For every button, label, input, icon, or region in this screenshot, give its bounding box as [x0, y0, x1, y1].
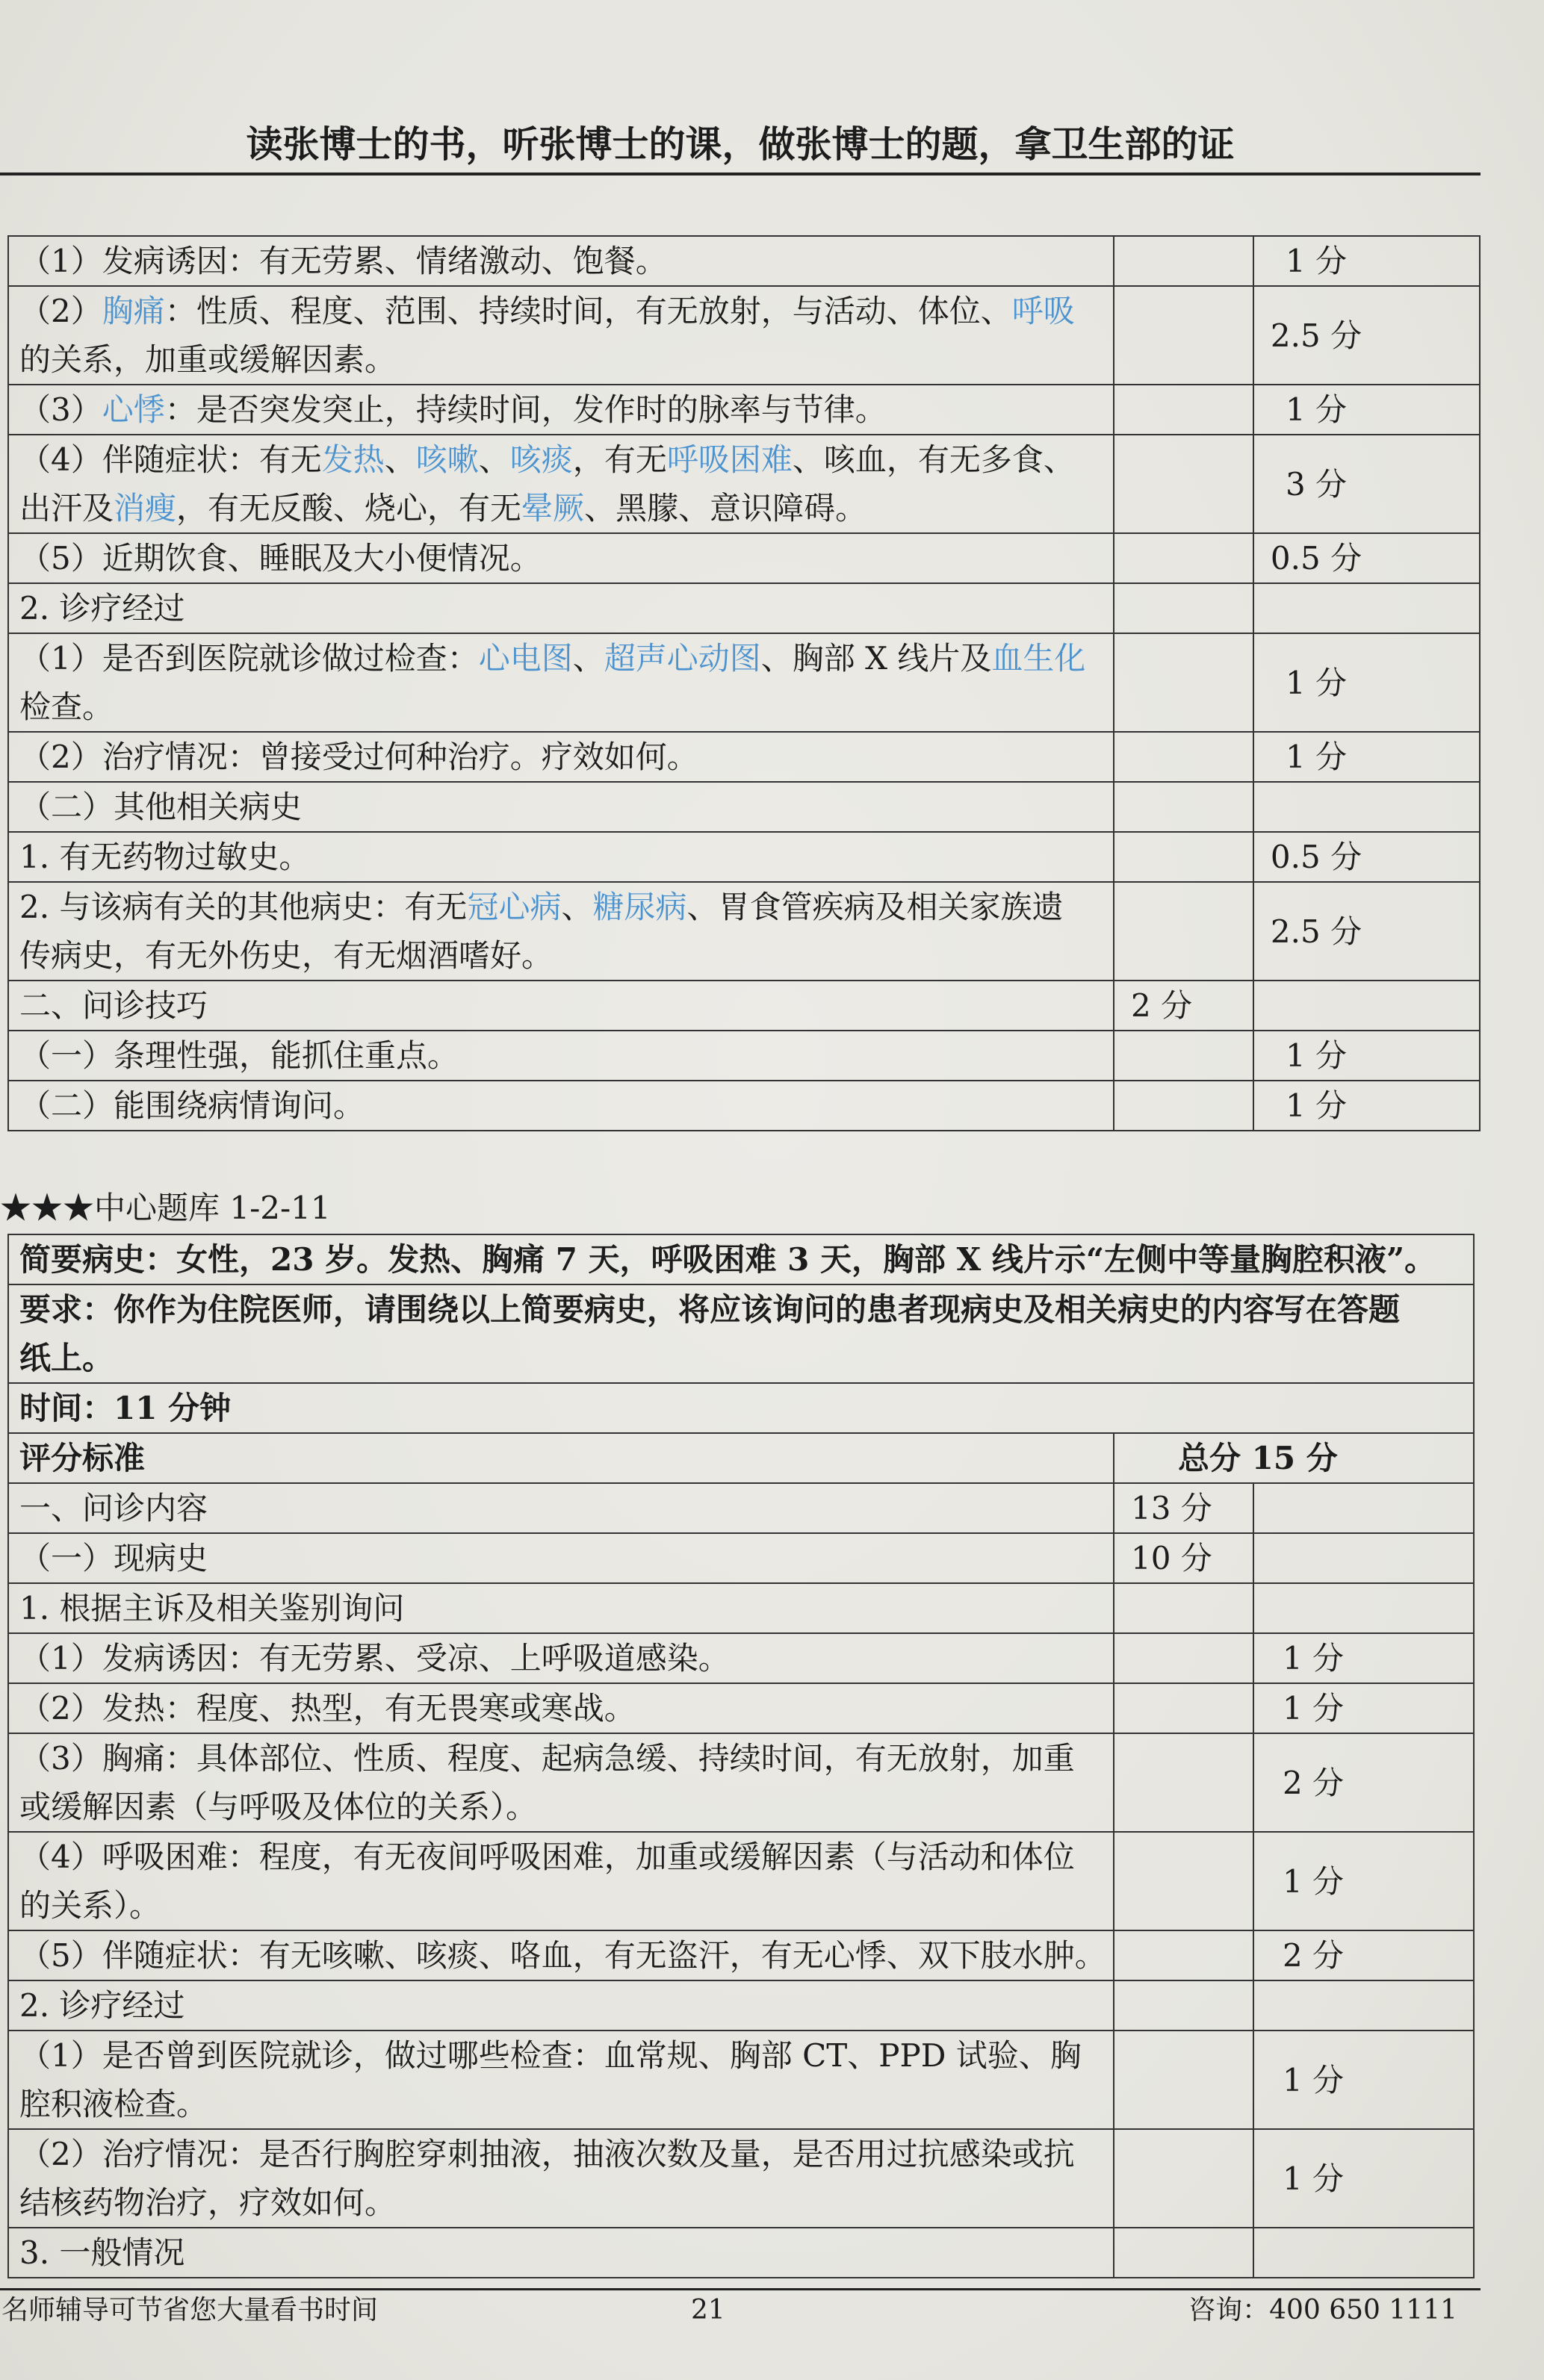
item-text: （1）发病诱因：有无劳累、情绪激动、饱餐。 — [19, 243, 667, 279]
item-text: 腔积液检查。 — [19, 2086, 208, 2122]
item-score-cell: 1 分 — [1253, 1081, 1480, 1131]
item-cell — [8, 1031, 1114, 1081]
footer-contact: 咨询：400 650 1111 — [1188, 2295, 1457, 2325]
item-cell — [8, 583, 1114, 633]
table-row — [8, 2031, 1474, 2129]
item-cell — [8, 435, 1114, 533]
item-text: 传病史，有无外伤史，有无烟酒嗜好。 — [19, 937, 554, 974]
section-score-cell — [1114, 732, 1253, 782]
table-row — [8, 435, 1480, 533]
section-score-cell: 10 分 — [1114, 1533, 1253, 1583]
highlighted-term: 心电图 — [478, 640, 573, 677]
item-text: 1. 有无药物过敏史。 — [19, 839, 311, 875]
item-text: 、胸部 X 线片及 — [760, 640, 992, 677]
item-score-cell: 1 分 — [1253, 1633, 1474, 1683]
item-score-cell: 1 分 — [1253, 1832, 1474, 1930]
item-cell — [8, 981, 1114, 1031]
item-text: （一）条理性强，能抓住重点。 — [19, 1037, 459, 1074]
item-line — [19, 1584, 1113, 1632]
item-score-cell: 1 分 — [1253, 2129, 1474, 2228]
requirement-cell — [8, 1284, 1474, 1383]
item-line — [19, 584, 1113, 633]
table-row — [8, 633, 1480, 732]
section-score-cell — [1114, 832, 1253, 882]
item-cell — [8, 782, 1114, 832]
section-score-cell — [1114, 2129, 1253, 2228]
highlighted-term: 呼吸困难 — [666, 441, 793, 478]
table-row — [8, 1633, 1474, 1683]
item-line — [19, 385, 1113, 434]
item-cell — [8, 1683, 1114, 1733]
section-score-cell — [1114, 1583, 1253, 1633]
item-text: （5）伴随症状：有无咳嗽、咳痰、咯血，有无盗汗，有无心悸、双下肢水肿。 — [19, 1937, 1106, 1974]
item-line — [19, 981, 1113, 1030]
section-score-cell — [1114, 1733, 1253, 1832]
item-text: （4）伴随症状：有无 — [19, 441, 322, 478]
item-score-cell: 1 分 — [1253, 633, 1480, 732]
item-line — [19, 534, 1113, 582]
item-text: （4）呼吸困难：程度，有无夜间呼吸困难，加重或缓解因素（与活动和体位 — [19, 1839, 1075, 1875]
scoring-label: 评分标准 — [8, 1433, 1114, 1483]
item-score-cell: 1 分 — [1253, 1683, 1474, 1733]
table-row — [8, 1980, 1474, 2031]
requirement-line: 要求：你作为住院医师，请围绕以上简要病史，将应该询问的患者现病史及相关病史的内容写在答题 — [19, 1291, 1401, 1328]
item-line — [19, 931, 1113, 980]
item-text: 、 — [572, 640, 604, 677]
item-text: 、 — [384, 441, 416, 478]
item-text: 2. 诊疗经过 — [19, 590, 185, 627]
scoring-table-body — [8, 236, 1480, 1131]
item-line — [19, 1981, 1113, 2030]
section-score-cell — [1114, 1031, 1253, 1081]
highlighted-term: 咳痰 — [509, 441, 573, 478]
table-row — [8, 2228, 1474, 2278]
table-row — [8, 385, 1480, 435]
item-line — [19, 1031, 1113, 1080]
table-row — [8, 1733, 1474, 1832]
item-text: （1）发病诱因：有无劳累、受凉、上呼吸道感染。 — [19, 1640, 730, 1677]
table-row — [8, 1031, 1480, 1081]
item-score-cell — [1253, 1483, 1474, 1533]
item-line — [19, 783, 1113, 831]
highlighted-term: 胸痛 — [102, 293, 165, 329]
section-score-cell — [1114, 1930, 1253, 1980]
item-cell — [8, 1081, 1114, 1131]
item-score-cell: 1 分 — [1253, 236, 1480, 286]
section-score-cell — [1114, 782, 1253, 832]
page-header-title: 读张博士的书，听张博士的课，做张博士的题，拿卫生部的证 — [246, 122, 1235, 166]
highlighted-term: 心悸 — [102, 391, 165, 428]
item-cell — [8, 1930, 1114, 1980]
item-text: 、胃食管疾病及相关家族遗 — [686, 889, 1064, 925]
item-score-cell — [1253, 782, 1480, 832]
item-cell — [8, 385, 1114, 435]
item-line — [19, 1081, 1113, 1130]
item-text: 、咳血，有无多食、 — [792, 441, 1075, 478]
item-score-cell: 1 分 — [1253, 2031, 1474, 2129]
item-score-cell: 1 分 — [1253, 385, 1480, 435]
item-score-cell — [1253, 2228, 1474, 2278]
item-line — [19, 1881, 1113, 1930]
total-score: 总分 15 分 — [1114, 1433, 1474, 1483]
item-text: 一、问诊内容 — [19, 1490, 208, 1526]
item-cell — [8, 832, 1114, 882]
item-text: 2. 与该病有关的其他病史：有无 — [19, 889, 468, 925]
item-line — [19, 2228, 1113, 2277]
item-line — [19, 733, 1113, 781]
item-line — [19, 1634, 1113, 1683]
time-row — [8, 1383, 1474, 1433]
section-score-cell — [1114, 1081, 1253, 1131]
table-row — [8, 882, 1480, 981]
highlighted-term: 晕厥 — [521, 490, 585, 526]
case-table-body — [8, 1234, 1474, 2278]
item-text: （1）是否曾到医院就诊，做过哪些检查：血常规、胸部 CT、PPD 试验、胸 — [19, 2037, 1082, 2074]
section-score-cell — [1114, 435, 1253, 533]
footer-slogan: 名师辅导可节省您大量看书时间 — [1, 2295, 379, 2325]
item-line — [19, 287, 1113, 335]
highlighted-term: 超声心动图 — [604, 640, 761, 677]
header-rule — [0, 173, 1481, 175]
brief-history-row — [8, 1234, 1474, 1284]
question-bank-heading: ★★★中心题库 1-2-11 — [0, 1190, 331, 1226]
item-cell — [8, 1733, 1114, 1832]
section-score-cell — [1114, 236, 1253, 286]
item-line — [19, 1783, 1113, 1831]
item-cell — [8, 2129, 1114, 2228]
item-line — [19, 1684, 1113, 1733]
item-text: 出汗及 — [19, 490, 114, 526]
item-score-cell: 2.5 分 — [1253, 882, 1480, 981]
item-cell — [8, 2031, 1114, 2129]
highlighted-term: 冠心病 — [467, 889, 562, 925]
item-text: 二、问诊技巧 — [19, 987, 208, 1024]
section-score-cell — [1114, 533, 1253, 583]
item-line — [19, 2130, 1113, 2178]
item-text: 或缓解因素（与呼吸及体位的关系）。 — [19, 1789, 538, 1825]
item-cell — [8, 1633, 1114, 1683]
item-line — [19, 484, 1113, 532]
item-text: （2）治疗情况：曾接受过何种治疗。疗效如何。 — [19, 739, 698, 775]
item-score-cell — [1253, 583, 1480, 633]
item-line — [19, 2080, 1113, 2128]
item-score-cell — [1253, 1583, 1474, 1633]
item-text: （5）近期饮食、睡眠及大小便情况。 — [19, 540, 542, 577]
table-row — [8, 832, 1480, 882]
item-score-cell: 1 分 — [1253, 732, 1480, 782]
section-score-cell — [1114, 583, 1253, 633]
item-cell — [8, 1980, 1114, 2031]
item-line — [19, 1484, 1113, 1532]
item-line — [19, 237, 1113, 285]
item-score-cell — [1253, 1980, 1474, 2031]
item-score-cell: 0.5 分 — [1253, 533, 1480, 583]
item-cell — [8, 1483, 1114, 1533]
table-row — [8, 1683, 1474, 1733]
highlighted-term: 糖尿病 — [592, 889, 687, 925]
item-line — [19, 1534, 1113, 1582]
section-score-cell — [1114, 633, 1253, 732]
item-score-cell: 0.5 分 — [1253, 832, 1480, 882]
table-row — [8, 236, 1480, 286]
item-score-cell — [1253, 1533, 1474, 1583]
item-text: ：是否突发突止，持续时间，发作时的脉率与节律。 — [164, 391, 887, 428]
table-row — [8, 533, 1480, 583]
section-score-cell — [1114, 1633, 1253, 1683]
item-cell — [8, 1832, 1114, 1930]
item-text: 、 — [478, 441, 510, 478]
item-cell — [8, 1533, 1114, 1583]
requirement-line: 纸上。 — [19, 1340, 114, 1376]
footer-rule — [0, 2288, 1481, 2290]
table-row — [8, 286, 1480, 385]
item-cell — [8, 533, 1114, 583]
item-text: 2. 诊疗经过 — [19, 1987, 185, 2024]
table-row — [8, 1930, 1474, 1980]
item-text: 的关系）。 — [19, 1887, 161, 1924]
item-text: ：性质、程度、范围、持续时间，有无放射，与活动、体位、 — [164, 293, 1012, 329]
item-text: （2）发热：程度、热型，有无畏寒或寒战。 — [19, 1690, 636, 1727]
item-text: 的关系，加重或缓解因素。 — [19, 341, 397, 378]
case-scoring-table — [7, 1234, 1475, 2278]
section-score-cell: 2 分 — [1114, 981, 1253, 1031]
item-text: （2） — [19, 293, 102, 329]
item-text: （3） — [19, 391, 102, 428]
item-text: 、 — [561, 889, 593, 925]
section-score-cell — [1114, 2228, 1253, 2278]
time-limit: 时间：11 分钟 — [8, 1383, 1474, 1433]
highlighted-term: 发热 — [321, 441, 385, 478]
item-text: 、黑朦、意识障碍。 — [584, 490, 867, 526]
scoring-header-row — [8, 1433, 1474, 1483]
table-row — [8, 981, 1480, 1031]
item-cell — [8, 882, 1114, 981]
table-row — [8, 1583, 1474, 1633]
item-cell — [8, 633, 1114, 732]
item-line — [19, 883, 1113, 931]
brief-history: 简要病史：女性，23 岁。发热、胸痛 7 天，呼吸困难 3 天，胸部 X 线片示“左侧中等量胸腔积液”。 — [8, 1234, 1474, 1284]
highlighted-term: 消瘦 — [114, 490, 177, 526]
page-number: 21 — [691, 2295, 725, 2325]
section-score-cell — [1114, 882, 1253, 981]
highlighted-term: 呼吸 — [1011, 293, 1075, 329]
item-text: 检查。 — [19, 689, 114, 725]
table-row — [8, 1832, 1474, 1930]
item-line — [19, 1931, 1113, 1980]
section-score-cell — [1114, 385, 1253, 435]
requirement-row — [8, 1284, 1474, 1383]
item-text: ，有无 — [572, 441, 667, 478]
item-cell — [8, 732, 1114, 782]
item-line — [19, 435, 1113, 484]
highlighted-term: 血生化 — [991, 640, 1086, 677]
table-row — [8, 583, 1480, 633]
item-cell — [8, 286, 1114, 385]
item-text: 结核药物治疗，疗效如何。 — [19, 2184, 397, 2221]
item-text: （2）治疗情况：是否行胸腔穿刺抽液，抽液次数及量，是否用过抗感染或抗 — [19, 2136, 1075, 2172]
table-row — [8, 732, 1480, 782]
table-row — [8, 1533, 1474, 1583]
item-score-cell — [1253, 981, 1480, 1031]
highlighted-term: 咳嗽 — [415, 441, 479, 478]
item-text: （二）其他相关病史 — [19, 789, 303, 825]
scoring-table-continued — [7, 235, 1481, 1131]
item-text: （一）现病史 — [19, 1540, 208, 1576]
item-text: （3）胸痛：具体部位、性质、程度、起病急缓、持续时间，有无放射，加重 — [19, 1740, 1075, 1777]
table-row — [8, 2129, 1474, 2228]
item-cell — [8, 1583, 1114, 1633]
item-score-cell: 2 分 — [1253, 1733, 1474, 1832]
item-text: 3. 一般情况 — [19, 2234, 185, 2271]
item-score-cell: 3 分 — [1253, 435, 1480, 533]
item-line — [19, 335, 1113, 384]
item-line — [19, 2178, 1113, 2227]
item-text: （1）是否到医院就诊做过检查： — [19, 640, 479, 677]
item-score-cell: 2.5 分 — [1253, 286, 1480, 385]
section-score-cell — [1114, 1683, 1253, 1733]
item-text: （二）能围绕病情询问。 — [19, 1087, 365, 1124]
item-line — [19, 1734, 1113, 1783]
item-line — [19, 833, 1113, 881]
table-row — [8, 782, 1480, 832]
item-text: ，有无反酸、烧心，有无 — [176, 490, 522, 526]
section-score-cell — [1114, 1832, 1253, 1930]
item-line — [19, 1833, 1113, 1881]
section-score-cell: 13 分 — [1114, 1483, 1253, 1533]
table-row — [8, 1081, 1480, 1131]
section-score-cell — [1114, 2031, 1253, 2129]
section-score-cell — [1114, 286, 1253, 385]
item-score-cell: 2 分 — [1253, 1930, 1474, 1980]
item-score-cell: 1 分 — [1253, 1031, 1480, 1081]
item-text: 1. 根据主诉及相关鉴别询问 — [19, 1590, 405, 1626]
item-cell — [8, 2228, 1114, 2278]
table-row — [8, 1483, 1474, 1533]
item-cell — [8, 236, 1114, 286]
item-line — [19, 683, 1113, 731]
item-line — [19, 2031, 1113, 2080]
item-line — [19, 634, 1113, 683]
section-score-cell — [1114, 1980, 1253, 2031]
